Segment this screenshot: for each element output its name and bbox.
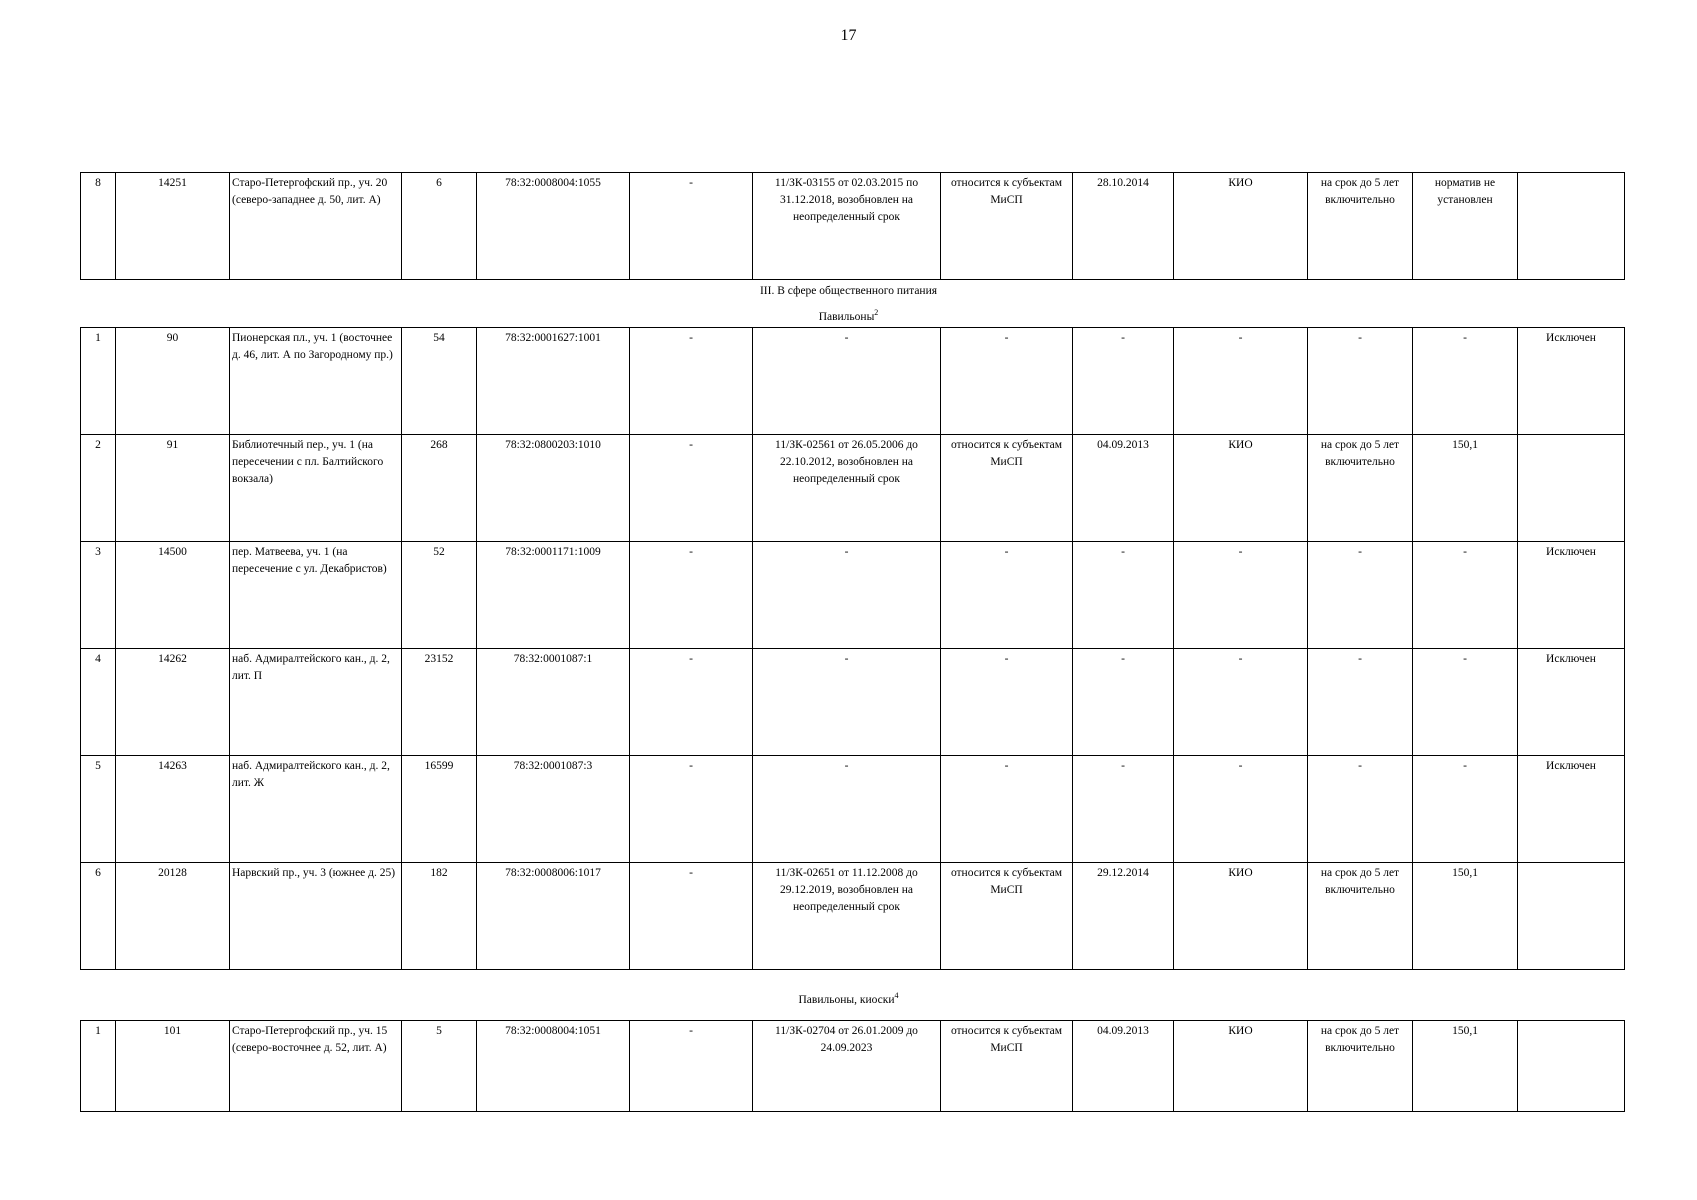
cell-cadastral-number: 78:32:0001171:1009 <box>477 542 630 649</box>
cell-organization: КИО <box>1174 863 1308 970</box>
cell-subject-category: - <box>941 328 1073 435</box>
cell-row-number: 1 <box>81 1021 116 1112</box>
cell-object-id: 14262 <box>116 649 230 756</box>
cell-contract: - <box>753 542 941 649</box>
cell-dash: - <box>630 435 753 542</box>
cell-contract: - <box>753 756 941 863</box>
footnote-mark: 2 <box>874 308 879 317</box>
cell-contract: 11/ЗК-03155 от 02.03.2015 по 31.12.2018, возобновлен на неопределенный срок <box>753 173 941 280</box>
cell-dash: - <box>630 328 753 435</box>
cell-subject-category: относится к субъектам МиСП <box>941 1021 1073 1112</box>
cell-term: - <box>1308 542 1413 649</box>
cell-norm: - <box>1413 649 1518 756</box>
cell-organization: КИО <box>1174 173 1308 280</box>
cell-cadastral-number: 78:32:0008006:1017 <box>477 863 630 970</box>
cell-contract: 11/ЗК-02651 от 11.12.2008 до 29.12.2019, возобновлен на неопределенный срок <box>753 863 941 970</box>
cell-row-number: 1 <box>81 328 116 435</box>
cell-norm: 150,1 <box>1413 435 1518 542</box>
cell-term: - <box>1308 756 1413 863</box>
cell-cadastral-number: 78:32:0001627:1001 <box>477 328 630 435</box>
registry-table-kiosks <box>80 1020 1625 1112</box>
cell-cadastral-number: 78:32:0008004:1051 <box>477 1021 630 1112</box>
cell-norm: 150,1 <box>1413 863 1518 970</box>
cell-note <box>1518 435 1625 542</box>
cell-organization: - <box>1174 649 1308 756</box>
cell-subject-category: - <box>941 649 1073 756</box>
cell-note <box>1518 173 1625 280</box>
cell-norm: - <box>1413 542 1518 649</box>
cell-contract: - <box>753 328 941 435</box>
cell-area: 268 <box>402 435 477 542</box>
cell-dash: - <box>630 756 753 863</box>
cell-term: - <box>1308 328 1413 435</box>
cell-organization: - <box>1174 756 1308 863</box>
cell-area: 16599 <box>402 756 477 863</box>
table-row <box>81 649 1625 756</box>
cell-note <box>1518 1021 1625 1112</box>
cell-address: Старо-Петергофский пр., уч. 15 (северо-восточнее д. 52, лит. А) <box>230 1021 402 1112</box>
cell-row-number: 5 <box>81 756 116 863</box>
cell-area: 54 <box>402 328 477 435</box>
cell-cadastral-number: 78:32:0800203:1010 <box>477 435 630 542</box>
cell-note <box>1518 863 1625 970</box>
footnote-mark: 4 <box>894 991 899 1000</box>
cell-object-id: 20128 <box>116 863 230 970</box>
cell-dash: - <box>630 649 753 756</box>
subsection-title-pavilions-kiosks <box>0 991 1697 1006</box>
cell-date: - <box>1073 328 1174 435</box>
page-number: 17 <box>840 27 857 44</box>
cell-object-id: 14251 <box>116 173 230 280</box>
cell-object-id: 91 <box>116 435 230 542</box>
cell-cadastral-number: 78:32:0008004:1055 <box>477 173 630 280</box>
cell-note: Исключен <box>1518 649 1625 756</box>
cell-address: наб. Адмиралтейского кан., д. 2, лит. П <box>230 649 402 756</box>
cell-subject-category: относится к субъектам МиСП <box>941 173 1073 280</box>
subsection-title-text: Павильоны, киоски <box>798 993 895 1006</box>
cell-date: 04.09.2013 <box>1073 1021 1174 1112</box>
cell-subject-category: - <box>941 542 1073 649</box>
cell-organization: - <box>1174 542 1308 649</box>
cell-row-number: 8 <box>81 173 116 280</box>
cell-term: на срок до 5 лет включительно <box>1308 1021 1413 1112</box>
cell-contract: 11/ЗК-02704 от 26.01.2009 до 24.09.2023 <box>753 1021 941 1112</box>
table-row <box>81 542 1625 649</box>
table-row <box>81 863 1625 970</box>
cell-address: Пионерская пл., уч. 1 (восточнее д. 46, лит. А по Загородному пр.) <box>230 328 402 435</box>
cell-term: на срок до 5 лет включительно <box>1308 863 1413 970</box>
subsection-title-pavilions <box>0 308 1697 323</box>
cell-address: пер. Матвеева, уч. 1 (на пересечение с ул. Декабристов) <box>230 542 402 649</box>
cell-row-number: 6 <box>81 863 116 970</box>
cell-object-id: 101 <box>116 1021 230 1112</box>
cell-note: Исключен <box>1518 542 1625 649</box>
cell-date: - <box>1073 542 1174 649</box>
cell-subject-category: относится к субъектам МиСП <box>941 435 1073 542</box>
cell-area: 5 <box>402 1021 477 1112</box>
table-row <box>81 1021 1625 1112</box>
cell-date: 28.10.2014 <box>1073 173 1174 280</box>
cell-object-id: 90 <box>116 328 230 435</box>
cell-contract: 11/ЗК-02561 от 26.05.2006 до 22.10.2012, возобновлен на неопределенный срок <box>753 435 941 542</box>
table-row <box>81 328 1625 435</box>
cell-row-number: 4 <box>81 649 116 756</box>
table-row <box>81 756 1625 863</box>
cell-note: Исключен <box>1518 756 1625 863</box>
cell-dash: - <box>630 863 753 970</box>
table-row <box>81 173 1625 280</box>
cell-object-id: 14500 <box>116 542 230 649</box>
cell-organization: КИО <box>1174 1021 1308 1112</box>
cell-cadastral-number: 78:32:0001087:1 <box>477 649 630 756</box>
cell-area: 6 <box>402 173 477 280</box>
cell-subject-category: - <box>941 756 1073 863</box>
cell-dash: - <box>630 542 753 649</box>
cell-norm: норматив не установлен <box>1413 173 1518 280</box>
cell-area: 52 <box>402 542 477 649</box>
cell-organization: КИО <box>1174 435 1308 542</box>
cell-subject-category: относится к субъектам МиСП <box>941 863 1073 970</box>
cell-cadastral-number: 78:32:0001087:3 <box>477 756 630 863</box>
cell-dash: - <box>630 173 753 280</box>
cell-contract: - <box>753 649 941 756</box>
cell-date: - <box>1073 649 1174 756</box>
cell-term: на срок до 5 лет включительно <box>1308 435 1413 542</box>
cell-date: 04.09.2013 <box>1073 435 1174 542</box>
cell-address: Старо-Петергофский пр., уч. 20 (северо-западнее д. 50, лит. А) <box>230 173 402 280</box>
cell-area: 182 <box>402 863 477 970</box>
cell-address: Нарвский пр., уч. 3 (южнее д. 25) <box>230 863 402 970</box>
cell-dash: - <box>630 1021 753 1112</box>
cell-address: наб. Адмиралтейского кан., д. 2, лит. Ж <box>230 756 402 863</box>
cell-date: - <box>1073 756 1174 863</box>
section-title: III. В сфере общественного питания <box>759 285 938 297</box>
cell-date: 29.12.2014 <box>1073 863 1174 970</box>
cell-note: Исключен <box>1518 328 1625 435</box>
registry-table-pavilions <box>80 327 1625 970</box>
cell-row-number: 2 <box>81 435 116 542</box>
cell-term: - <box>1308 649 1413 756</box>
cell-norm: - <box>1413 756 1518 863</box>
cell-area: 23152 <box>402 649 477 756</box>
cell-term: на срок до 5 лет включительно <box>1308 173 1413 280</box>
subsection-title-text: Павильоны <box>818 310 875 323</box>
cell-organization: - <box>1174 328 1308 435</box>
cell-address: Библиотечный пер., уч. 1 (на пересечении с пл. Балтийского вокзала) <box>230 435 402 542</box>
registry-table-continuation <box>80 172 1625 280</box>
cell-row-number: 3 <box>81 542 116 649</box>
cell-object-id: 14263 <box>116 756 230 863</box>
cell-norm: - <box>1413 328 1518 435</box>
table-row <box>81 435 1625 542</box>
cell-norm: 150,1 <box>1413 1021 1518 1112</box>
